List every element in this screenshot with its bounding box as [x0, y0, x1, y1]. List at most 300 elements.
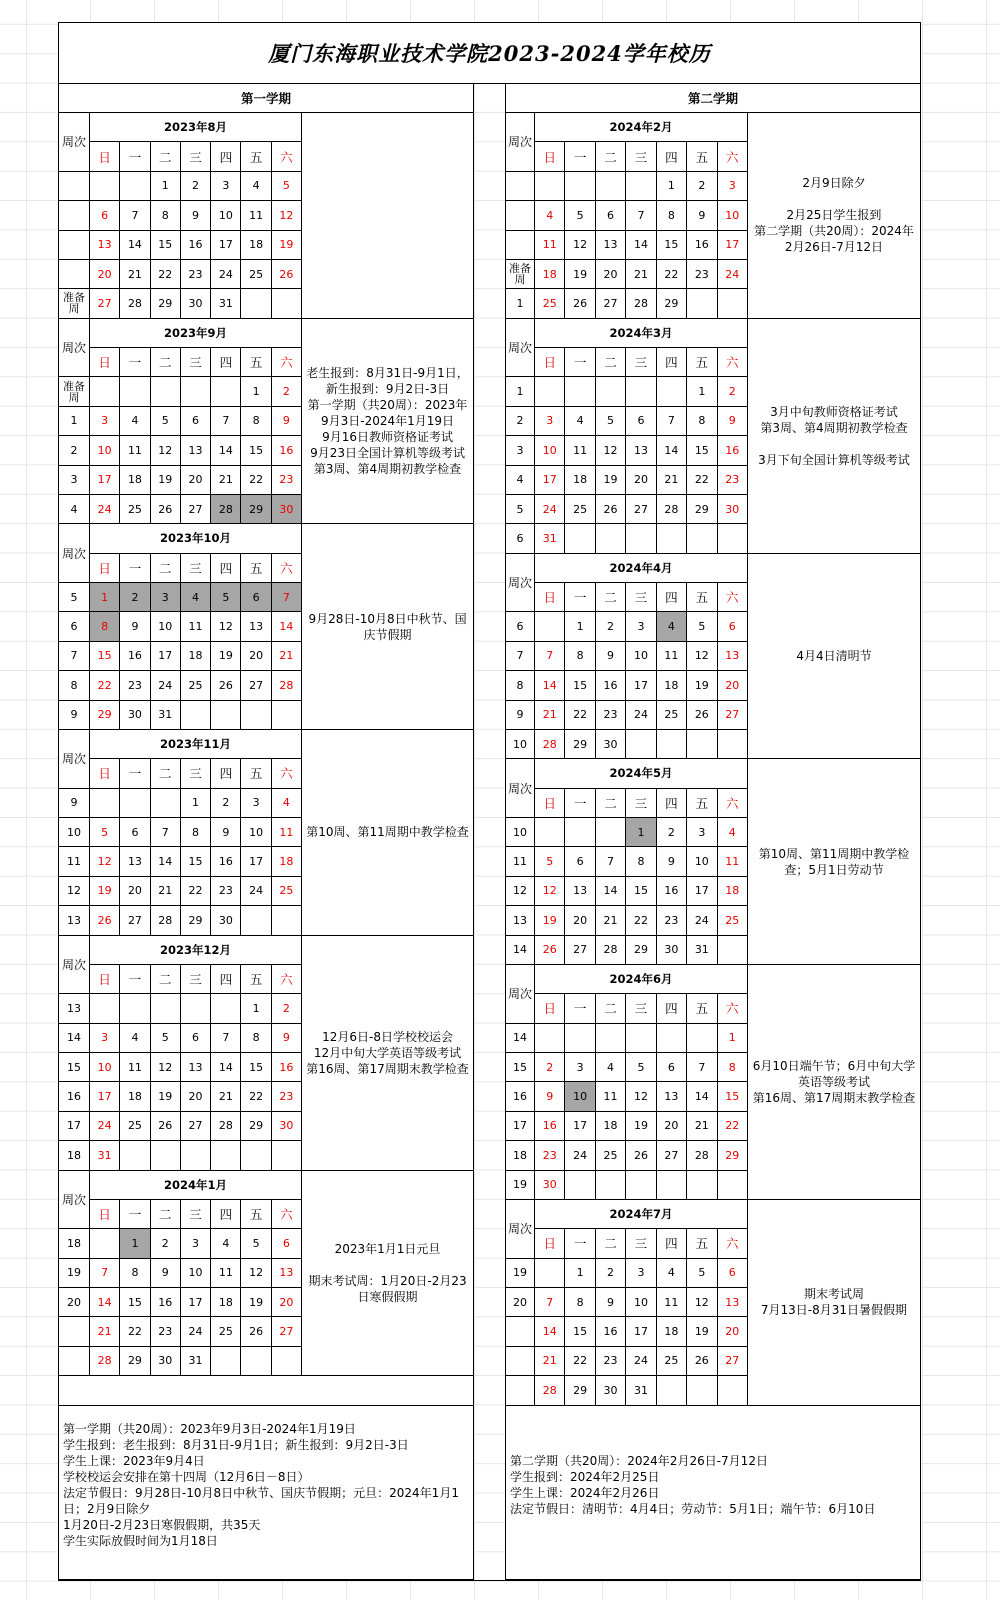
note-line: 4月4日清明节	[796, 648, 872, 663]
day-cell: 6	[657, 1053, 687, 1082]
day-cell: 9	[718, 407, 748, 436]
month-notes	[302, 1171, 474, 1377]
day-cell: 2	[120, 583, 150, 612]
week-number: 10	[506, 730, 535, 759]
day-cell: 9	[596, 1288, 626, 1317]
day-cell: 2	[596, 1259, 626, 1288]
week-number: 16	[59, 1082, 90, 1111]
day-cell: 25	[657, 1347, 687, 1376]
day-cell: 29	[181, 906, 211, 935]
empty-day-cell	[90, 994, 120, 1023]
day-cell: 2	[596, 612, 626, 641]
day-cell: 14	[120, 231, 150, 260]
empty-day-cell	[211, 701, 241, 730]
weekday-header: 一	[120, 554, 150, 583]
day-cell: 13	[120, 847, 150, 876]
weekday-header: 二	[151, 348, 181, 377]
day-cell: 18	[181, 642, 211, 671]
note-group	[751, 404, 917, 436]
day-cell: 18	[657, 671, 687, 700]
month-title: 2023年9月	[90, 319, 302, 348]
day-cell: 15	[151, 231, 181, 260]
day-cell: 4	[211, 1229, 241, 1258]
week-column-label: 周次	[506, 965, 535, 1024]
day-cell: 7	[535, 1288, 565, 1317]
day-cell: 3	[565, 1053, 595, 1082]
empty-day-cell	[565, 1024, 595, 1053]
empty-day-cell	[626, 1171, 656, 1200]
weekday-header: 六	[272, 965, 302, 994]
empty-day-cell	[565, 172, 595, 201]
day-cell: 3	[90, 407, 120, 436]
day-cell: 27	[272, 1317, 302, 1346]
day-cell: 18	[565, 466, 595, 495]
week-number: 8	[59, 671, 90, 700]
day-cell: 7	[535, 642, 565, 671]
day-cell: 12	[211, 612, 241, 641]
week-number: 6	[506, 612, 535, 641]
day-cell: 25	[272, 877, 302, 906]
day-cell: 27	[120, 906, 150, 935]
week-number: 准备周	[59, 289, 90, 318]
day-cell: 26	[151, 495, 181, 524]
day-cell: 15	[90, 642, 120, 671]
weekday-header: 五	[241, 142, 271, 171]
day-cell: 19	[272, 231, 302, 260]
day-cell: 3	[241, 789, 271, 818]
day-cell: 9	[211, 818, 241, 847]
week-column-label: 周次	[506, 113, 535, 172]
day-cell: 19	[241, 1288, 271, 1317]
week-column-label: 周次	[59, 113, 90, 172]
day-cell: 26	[687, 1347, 717, 1376]
empty-day-cell	[181, 377, 211, 406]
day-cell: 27	[181, 495, 211, 524]
week-column-label: 周次	[506, 759, 535, 818]
day-cell: 14	[151, 847, 181, 876]
day-cell: 2	[718, 377, 748, 406]
weekday-header: 五	[687, 994, 717, 1023]
week-column-label: 周次	[59, 319, 90, 378]
day-cell: 20	[596, 260, 626, 289]
day-cell: 7	[120, 201, 150, 230]
summary-line: 学生报到：2024年2月25日	[510, 1470, 660, 1484]
day-cell: 23	[151, 1317, 181, 1346]
empty-day-cell	[151, 789, 181, 818]
week-number: 准备周	[59, 377, 90, 406]
note-line: 2023年1月1日元旦	[334, 1241, 441, 1256]
empty-day-cell	[535, 377, 565, 406]
month-notes	[748, 965, 921, 1200]
day-cell: 24	[687, 906, 717, 935]
summary-line: 法定节假日：9月28日-10月8日中秋节、国庆节假期；元旦：2024年1月1日；2月9日除夕	[63, 1486, 459, 1516]
day-cell: 5	[565, 201, 595, 230]
note-line: 9月28日-10月8日中秋节、国庆节假期	[308, 611, 467, 642]
day-cell: 13	[90, 231, 120, 260]
month-title: 2023年11月	[90, 730, 302, 759]
weekday-header: 六	[718, 583, 748, 612]
week-number: 16	[506, 1082, 535, 1111]
weekday-header: 六	[272, 348, 302, 377]
weekday-header: 日	[535, 142, 565, 171]
day-cell: 4	[565, 407, 595, 436]
empty-week-number	[59, 1347, 90, 1376]
week-number: 7	[506, 642, 535, 671]
day-cell: 29	[565, 1376, 595, 1405]
day-cell: 22	[565, 1347, 595, 1376]
weekday-header: 六	[718, 1229, 748, 1258]
day-cell: 26	[626, 1141, 656, 1170]
empty-day-cell	[241, 1141, 271, 1170]
day-cell: 15	[687, 436, 717, 465]
day-cell: 11	[657, 1288, 687, 1317]
summary-line: 学校校运会安排在第十四周（12月6日－8日）	[63, 1470, 310, 1484]
empty-week-number	[506, 1376, 535, 1405]
day-cell: 4	[657, 612, 687, 641]
weekday-header: 五	[241, 554, 271, 583]
day-cell: 28	[596, 936, 626, 965]
day-cell: 6	[181, 1024, 211, 1053]
empty-day-cell	[657, 377, 687, 406]
day-cell: 1	[565, 1259, 595, 1288]
day-cell: 30	[596, 1376, 626, 1405]
day-cell: 2	[272, 994, 302, 1023]
day-cell: 3	[718, 172, 748, 201]
note-line: 9月23日全国计算机等级考试	[310, 445, 465, 460]
day-cell: 14	[596, 877, 626, 906]
second-semester-table	[505, 83, 921, 1580]
empty-day-cell	[687, 1376, 717, 1405]
day-cell: 1	[151, 172, 181, 201]
day-cell: 5	[687, 612, 717, 641]
day-cell: 13	[718, 1288, 748, 1317]
day-cell: 25	[241, 260, 271, 289]
empty-day-cell	[120, 377, 150, 406]
empty-day-cell	[626, 377, 656, 406]
weekday-header: 一	[565, 994, 595, 1023]
day-cell: 14	[272, 612, 302, 641]
day-cell: 10	[687, 847, 717, 876]
day-cell: 17	[151, 642, 181, 671]
day-cell: 11	[120, 1053, 150, 1082]
weekday-header: 五	[687, 789, 717, 818]
day-cell: 27	[90, 289, 120, 318]
weekday-header: 一	[565, 142, 595, 171]
day-cell: 8	[241, 407, 271, 436]
empty-day-cell	[211, 1347, 241, 1376]
day-cell: 1	[181, 789, 211, 818]
day-cell: 25	[535, 289, 565, 318]
note-line: 第3周、第4周期初教学检查	[313, 461, 462, 476]
empty-day-cell	[272, 289, 302, 318]
summary-line: 学生上课：2024年2月26日	[510, 1486, 660, 1500]
weekday-header: 四	[211, 142, 241, 171]
week-number: 13	[59, 994, 90, 1023]
day-cell: 9	[181, 201, 211, 230]
day-cell: 12	[535, 877, 565, 906]
day-cell: 8	[657, 201, 687, 230]
day-cell: 23	[596, 701, 626, 730]
note-group	[305, 1029, 470, 1077]
note-group	[751, 207, 917, 255]
empty-day-cell	[272, 906, 302, 935]
day-cell: 6	[241, 583, 271, 612]
day-cell: 3	[211, 172, 241, 201]
day-cell: 28	[626, 289, 656, 318]
day-cell: 5	[272, 172, 302, 201]
weekday-header: 二	[151, 965, 181, 994]
day-cell: 9	[151, 1259, 181, 1288]
empty-day-cell	[687, 524, 717, 553]
day-cell: 26	[272, 260, 302, 289]
week-column-label: 周次	[59, 524, 90, 583]
day-cell: 8	[151, 201, 181, 230]
day-cell: 25	[657, 701, 687, 730]
day-cell: 20	[120, 877, 150, 906]
day-cell: 11	[241, 201, 271, 230]
day-cell: 21	[90, 1317, 120, 1346]
empty-day-cell	[596, 1171, 626, 1200]
day-cell: 22	[626, 906, 656, 935]
month-notes	[302, 319, 474, 525]
day-cell: 10	[90, 436, 120, 465]
empty-day-cell	[626, 730, 656, 759]
day-cell: 14	[211, 436, 241, 465]
day-cell: 12	[687, 1288, 717, 1317]
day-cell: 24	[626, 1347, 656, 1376]
day-cell: 21	[120, 260, 150, 289]
day-cell: 6	[596, 201, 626, 230]
day-cell: 8	[565, 642, 595, 671]
week-number: 11	[506, 847, 535, 876]
day-cell: 23	[596, 1347, 626, 1376]
weekday-header: 一	[565, 583, 595, 612]
weekday-header: 一	[120, 759, 150, 788]
weekday-header: 六	[272, 1200, 302, 1229]
day-cell: 31	[151, 701, 181, 730]
weekday-header: 四	[211, 1200, 241, 1229]
weekday-header: 四	[211, 759, 241, 788]
day-cell: 22	[687, 466, 717, 495]
empty-day-cell	[596, 172, 626, 201]
weekday-header: 二	[151, 1200, 181, 1229]
empty-day-cell	[565, 377, 595, 406]
month-title: 2024年7月	[535, 1200, 748, 1229]
note-line: 第一学期（共20周）：2023年9月3日-2024年1月19日	[307, 397, 468, 428]
note-line: 3月下旬全国计算机等级考试	[758, 452, 910, 467]
note-group	[751, 1286, 917, 1318]
day-cell: 16	[596, 671, 626, 700]
day-cell: 12	[596, 436, 626, 465]
month-notes	[748, 1200, 921, 1406]
empty-week-number	[506, 201, 535, 230]
weekday-header: 一	[120, 142, 150, 171]
weekday-header: 二	[596, 583, 626, 612]
month-title: 2023年12月	[90, 936, 302, 965]
month-title: 2024年1月	[90, 1171, 302, 1200]
weekday-header: 三	[181, 142, 211, 171]
day-cell: 17	[90, 1082, 120, 1111]
note-line: 第二学期（共20周）：2024年2月26日-7月12日	[754, 224, 914, 255]
empty-day-cell	[211, 994, 241, 1023]
week-number: 8	[506, 671, 535, 700]
day-cell: 17	[241, 847, 271, 876]
day-cell: 3	[151, 583, 181, 612]
day-cell: 9	[596, 642, 626, 671]
day-cell: 1	[120, 1229, 150, 1258]
day-cell: 10	[535, 436, 565, 465]
weekday-header: 日	[90, 965, 120, 994]
week-number: 12	[506, 877, 535, 906]
day-cell: 24	[90, 1112, 120, 1141]
day-cell: 8	[565, 1288, 595, 1317]
week-number: 6	[59, 612, 90, 641]
day-cell: 20	[90, 260, 120, 289]
day-cell: 29	[241, 1112, 271, 1141]
day-cell: 6	[626, 407, 656, 436]
day-cell: 1	[90, 583, 120, 612]
summary-line: 法定节假日：清明节：4月4日；劳动节：5月1日；端午节：6月10日	[510, 1502, 876, 1516]
weekday-header: 日	[535, 789, 565, 818]
day-cell: 8	[241, 1024, 271, 1053]
day-cell: 5	[241, 1229, 271, 1258]
day-cell: 8	[90, 612, 120, 641]
day-cell: 18	[120, 1082, 150, 1111]
day-cell: 11	[181, 612, 211, 641]
day-cell: 15	[241, 436, 271, 465]
week-number: 1	[59, 407, 90, 436]
day-cell: 1	[657, 172, 687, 201]
weekday-header: 日	[90, 759, 120, 788]
day-cell: 12	[272, 201, 302, 230]
day-cell: 2	[535, 1053, 565, 1082]
day-cell: 6	[718, 1259, 748, 1288]
empty-day-cell	[596, 524, 626, 553]
day-cell: 27	[718, 1347, 748, 1376]
day-cell: 22	[657, 260, 687, 289]
day-cell: 25	[120, 1112, 150, 1141]
day-cell: 24	[565, 1141, 595, 1170]
day-cell: 6	[272, 1229, 302, 1258]
day-cell: 15	[181, 847, 211, 876]
day-cell: 21	[535, 701, 565, 730]
empty-day-cell	[657, 524, 687, 553]
empty-day-cell	[535, 612, 565, 641]
weekday-header: 四	[657, 348, 687, 377]
empty-day-cell	[626, 1024, 656, 1053]
empty-day-cell	[151, 994, 181, 1023]
week-column-label: 周次	[506, 319, 535, 378]
day-cell: 19	[687, 1317, 717, 1346]
note-line: 2月25日学生报到	[786, 208, 882, 223]
empty-day-cell	[718, 936, 748, 965]
day-cell: 7	[211, 407, 241, 436]
day-cell: 24	[626, 701, 656, 730]
day-cell: 27	[181, 1112, 211, 1141]
weekday-header: 日	[535, 583, 565, 612]
empty-day-cell	[90, 1229, 120, 1258]
week-number: 13	[59, 906, 90, 935]
week-number: 7	[59, 642, 90, 671]
week-number: 1	[506, 289, 535, 318]
day-cell: 1	[626, 818, 656, 847]
day-cell: 21	[535, 1347, 565, 1376]
note-line: 期末考试周	[803, 1287, 864, 1302]
week-number: 15	[59, 1053, 90, 1082]
day-cell: 27	[565, 936, 595, 965]
day-cell: 22	[241, 466, 271, 495]
day-cell: 22	[151, 260, 181, 289]
weekday-header: 六	[272, 554, 302, 583]
day-cell: 24	[211, 260, 241, 289]
day-cell: 18	[241, 231, 271, 260]
day-cell: 5	[535, 847, 565, 876]
day-cell: 15	[565, 671, 595, 700]
empty-day-cell	[181, 994, 211, 1023]
empty-day-cell	[90, 789, 120, 818]
weekday-header: 三	[181, 965, 211, 994]
day-cell: 20	[181, 1082, 211, 1111]
day-cell: 13	[626, 436, 656, 465]
day-cell: 1	[687, 377, 717, 406]
month-notes	[748, 319, 921, 554]
day-cell: 11	[211, 1259, 241, 1288]
weekday-header: 三	[181, 1200, 211, 1229]
note-group	[305, 365, 470, 477]
weekday-header: 五	[241, 1200, 271, 1229]
day-cell: 31	[181, 1347, 211, 1376]
day-cell: 20	[718, 1317, 748, 1346]
month-notes	[748, 554, 921, 760]
day-cell: 21	[272, 642, 302, 671]
weekday-header: 三	[181, 554, 211, 583]
day-cell: 16	[687, 231, 717, 260]
note-line: 第3周、第4周期初教学检查	[760, 420, 908, 435]
weekday-header: 四	[657, 994, 687, 1023]
week-number: 9	[506, 701, 535, 730]
day-cell: 9	[272, 1024, 302, 1053]
week-number: 4	[506, 466, 535, 495]
week-number: 4	[59, 495, 90, 524]
day-cell: 23	[272, 1082, 302, 1111]
day-cell: 11	[535, 231, 565, 260]
weekday-header: 四	[211, 554, 241, 583]
day-cell: 20	[657, 1112, 687, 1141]
day-cell: 13	[596, 231, 626, 260]
day-cell: 2	[272, 377, 302, 406]
week-column-label: 周次	[506, 554, 535, 613]
day-cell: 15	[626, 877, 656, 906]
month-notes	[748, 113, 921, 319]
day-cell: 23	[535, 1141, 565, 1170]
day-cell: 6	[565, 847, 595, 876]
day-cell: 2	[151, 1229, 181, 1258]
empty-day-cell	[241, 1347, 271, 1376]
day-cell: 7	[596, 847, 626, 876]
first-semester-table	[58, 83, 474, 1580]
note-line: 第10周、第11周期中教学检查	[306, 825, 469, 840]
note-line: 7月13日-8月31日暑假假期	[760, 1303, 908, 1318]
day-cell: 16	[272, 436, 302, 465]
weekday-header: 五	[687, 142, 717, 171]
day-cell: 22	[181, 877, 211, 906]
day-cell: 17	[181, 1288, 211, 1317]
note-group	[305, 824, 470, 840]
empty-day-cell	[272, 1141, 302, 1170]
week-column-label: 周次	[506, 1200, 535, 1259]
day-cell: 17	[535, 466, 565, 495]
day-cell: 29	[565, 730, 595, 759]
